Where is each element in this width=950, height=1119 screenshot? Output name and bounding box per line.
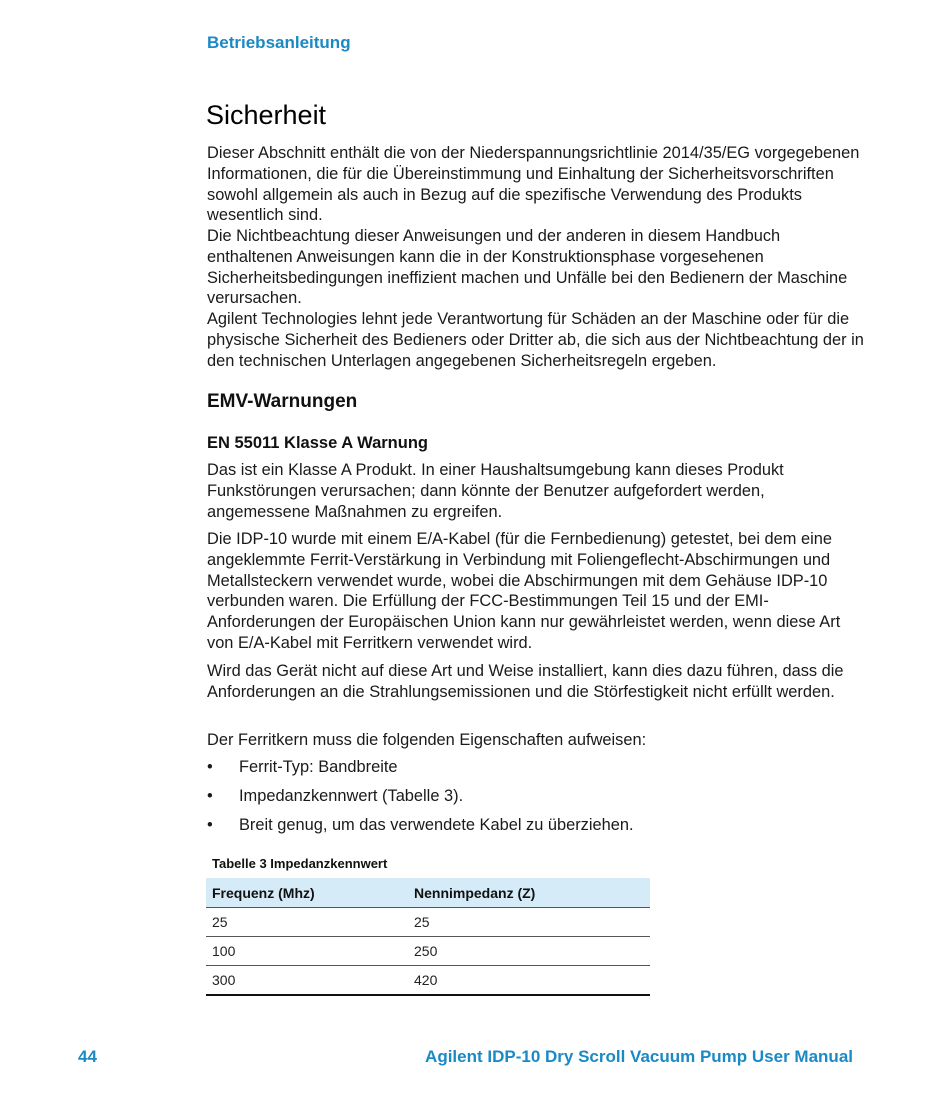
page-number: 44 (78, 1047, 97, 1066)
bullet-text: Ferrit-Typ: Bandbreite (239, 758, 398, 776)
table-cell: 420 (408, 966, 650, 996)
emv-paragraph-1: Das ist ein Klasse A Produkt. In einer Haushaltsumgebung kann dieses Produkt Funkstörungen verursachen; dann könnte der Benutzer aufgefordert werden, angemessene Maßnahmen zu ergreifen. (207, 461, 784, 521)
table-cell: 100 (206, 937, 408, 966)
table-cell: 25 (206, 908, 408, 937)
bullet-glyph: • (207, 816, 213, 834)
bullet-item (207, 758, 398, 777)
bullet-text: Impedanzkennwert (Tabelle 3). (239, 787, 464, 805)
running-header: Betriebsanleitung (207, 33, 351, 52)
bullet-glyph: • (207, 787, 213, 805)
emv-paragraph-2: Die IDP-10 wurde mit einem E/A-Kabel (für die Fernbedienung) getestet, bei dem eine angeklemmte Ferrit-Verstärkung in Verbindung mit Foliengeflecht-Abschirmungen und Metallsteckern verwendet wurde, wobei die Abschirmungen mit dem Gehäuse IDP-10 verbunden waren. Die Erfüllung der FCC-Bestimmungen Teil 15 und der EMI-Anforderungen der Europäischen Union kann nur gewährleistet werden, wenn diese Art von E/A-Kabel mit Ferritkern verwendet wird. (207, 530, 841, 652)
emv-paragraph-3: Wird das Gerät nicht auf diese Art und Weise installiert, kann dies dazu führen, dass die Anforderungen an die Strahlungsemissionen und die Störfestigkeit nicht erfüllt werden. (207, 662, 844, 701)
bullet-item (207, 816, 634, 835)
bullet-text: Breit genug, um das verwendete Kabel zu überziehen. (239, 816, 634, 834)
table-row (206, 937, 650, 966)
en55011-heading: EN 55011 Klasse A Warnung (207, 434, 429, 452)
table-row (206, 966, 650, 996)
table-header-row (206, 878, 650, 908)
intro-paragraph-2: Die Nichtbeachtung dieser Anweisungen und der anderen in diesem Handbuch enthaltenen Anweisungen kann die in der Konstruktionsphase vorgesehenen Sicherheitsbedingungen ineffizient machen und Unfälle bei den Bedienern der Maschine verursachen. (207, 227, 848, 308)
table-cell: 250 (408, 937, 650, 966)
table-cell: 25 (408, 908, 650, 937)
page-title: Sicherheit (206, 100, 327, 130)
emv-heading: EMV-Warnungen (207, 391, 358, 412)
table-row (206, 908, 650, 937)
bullet-item (207, 787, 463, 806)
intro-paragraph-1: Dieser Abschnitt enthält die von der Niederspannungsrichtlinie 2014/35/EG vorgegebenen Informationen, die für die Übereinstimmung und Einhaltung der Sicherheitsvorschriften sowohl allgemein als auch in Bezug auf die spezifische Verwendung des Produkts wesentlich sind. (207, 144, 860, 225)
impedance-table (206, 878, 650, 996)
bullet-glyph: • (207, 758, 213, 776)
table-header-cell: Nennimpedanz (Z) (408, 878, 650, 908)
table-cell: 300 (206, 966, 408, 996)
table-header-cell: Frequenz (Mhz) (206, 878, 408, 908)
table-caption: Tabelle 3 Impedanzkennwert (212, 856, 388, 871)
intro-paragraph-3: Agilent Technologies lehnt jede Verantwortung für Schäden an der Maschine oder für die physische Sicherheit des Bedieners oder Dritter ab, die sich aus der Nichtbeachtung der in den technischen Unterlagen angegebenen Sicherheitsregeln ergeben. (207, 310, 864, 370)
emv-paragraph-4: Der Ferritkern muss die folgenden Eigenschaften aufweisen: (207, 731, 647, 749)
footer-manual-title: Agilent IDP-10 Dry Scroll Vacuum Pump User Manual (425, 1047, 853, 1066)
